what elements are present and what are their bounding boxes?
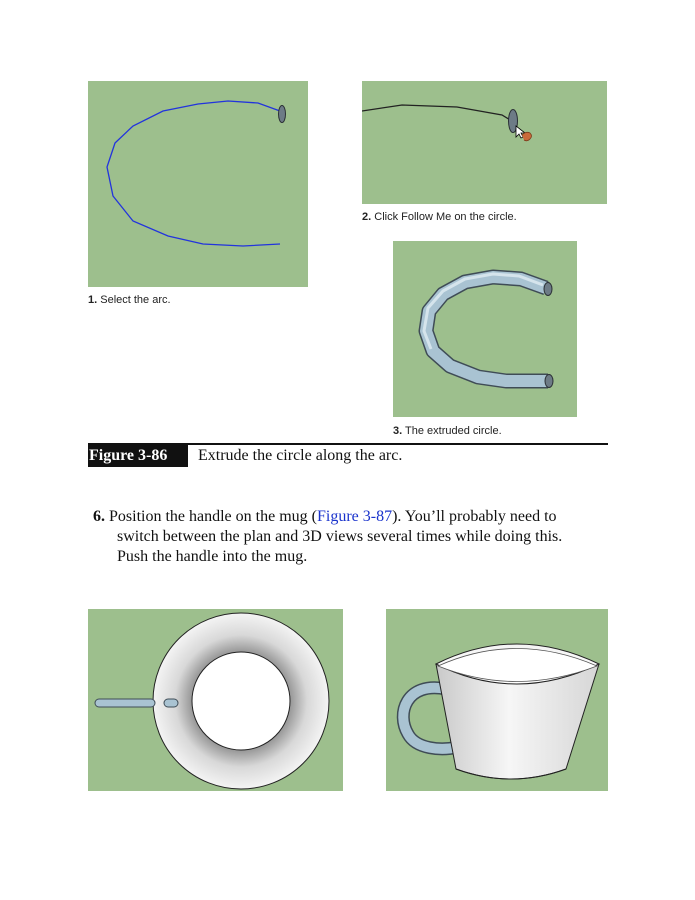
step-text-line3: Push the handle into the mug. [117, 548, 308, 565]
caption-extruded: 3. The extruded circle. [393, 425, 502, 437]
step-text-line2: switch between the plan and 3D views several times while doing this. [117, 528, 563, 545]
figure-3-87-link[interactable]: Figure 3-87 [316, 508, 393, 525]
blue-arc-path [107, 101, 280, 246]
black-arc-path [362, 105, 512, 121]
tube-body [426, 277, 548, 381]
mug-3d-illustration [386, 609, 608, 791]
mug-bottom [192, 652, 290, 750]
follow-me-illustration [362, 81, 607, 204]
panel-select-arc [88, 81, 308, 287]
panel-extruded [393, 241, 577, 417]
profile-circle [279, 106, 286, 123]
step-text-part1: Position the handle on the mug ( [109, 508, 317, 525]
tube-end-top [544, 283, 552, 296]
arc-illustration [88, 81, 308, 287]
figure-label: Figure 3-86 [88, 445, 188, 467]
figure-caption: Extrude the circle along the arc. [198, 447, 403, 464]
tube-end-bottom [545, 375, 553, 388]
handle-tube-inside [164, 699, 178, 707]
step-text-part2: ). You’ll probably need to [392, 508, 557, 525]
panel-mug-3d-view [386, 609, 608, 791]
step-number: 6. [93, 508, 105, 525]
mug-plan-illustration [88, 609, 343, 791]
step-6-paragraph [93, 507, 613, 567]
panel-follow-me [362, 81, 607, 204]
handle-tube [95, 699, 155, 707]
caption-select-arc: 1. Select the arc. [88, 294, 171, 306]
extruded-tube-illustration [393, 241, 577, 417]
panel-mug-plan-view [88, 609, 343, 791]
caption-follow-me: 2. Click Follow Me on the circle. [362, 211, 517, 223]
follow-me-cursor-icon [516, 126, 532, 141]
